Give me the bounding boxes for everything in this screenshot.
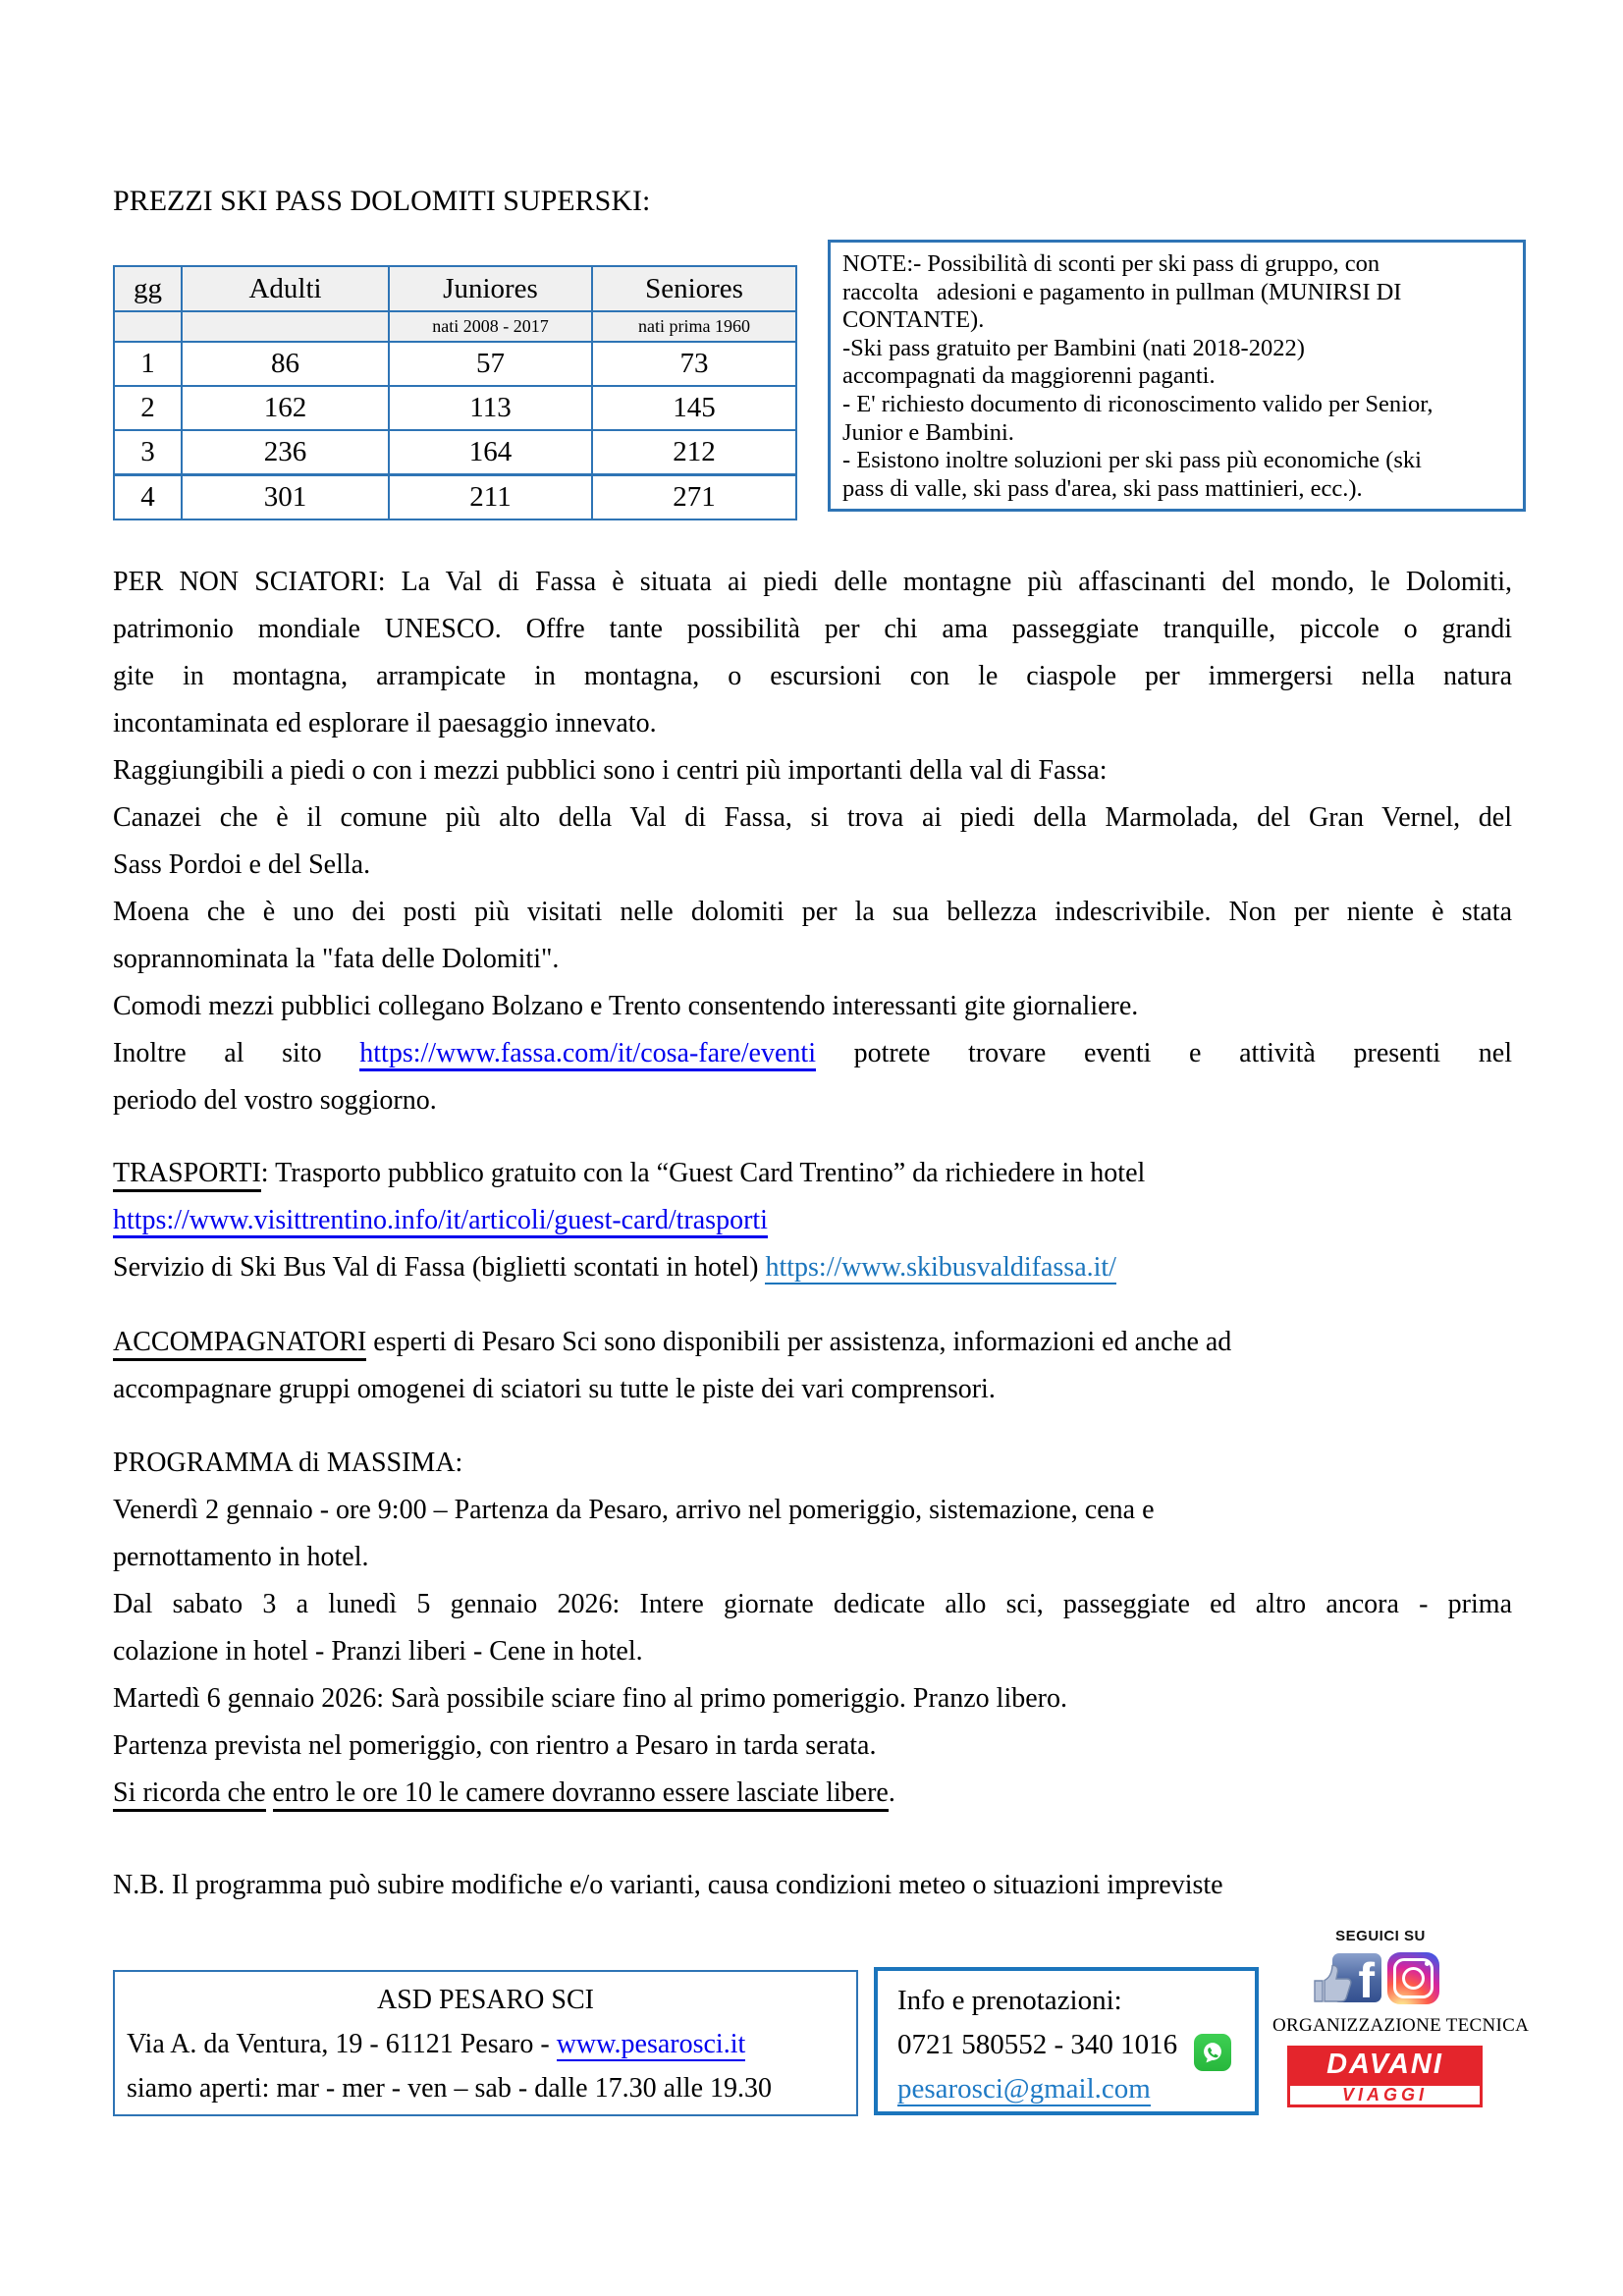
text-line	[113, 1319, 1512, 1366]
cell-seniores: 212	[592, 430, 796, 475]
table-row	[114, 386, 796, 430]
text-line: accompagnare gruppi omogenei di sciatori su tutte le piste dei vari comprensori.	[113, 1374, 996, 1404]
column-header-seniores: Seniores	[592, 266, 796, 311]
text-line: Venerdì 2 gennaio - ore 9:00 – Partenza da Pesaro, arrivo nel pomeriggio, sistemazione, cena e	[113, 1495, 1155, 1525]
text-line	[113, 1770, 1512, 1817]
note-line: NOTE:- Possibilità di sconti per ski pass di gruppo, con	[842, 250, 1380, 277]
text: esperti di Pesaro Sci sono disponibili per assistenza, informazioni ed anche ad	[366, 1327, 1232, 1357]
subheader-seniores-years: nati prima 1960	[592, 311, 796, 342]
asd-hours-line: siamo aperti: mar - mer - ven – sab - dalle 17.30 alle 19.30	[127, 2073, 773, 2104]
paragraph-comodi	[113, 983, 1512, 1030]
text	[266, 1777, 273, 1808]
cell-adulti: 162	[182, 386, 389, 430]
instagram-flash-dot	[1425, 1961, 1430, 1966]
text-line: incontaminata ed esplorare il paesaggio innevato.	[113, 708, 657, 738]
thumbs-up-icon	[1313, 1964, 1354, 2003]
paragraph-venerdi	[113, 1487, 1512, 1581]
paragraph-non-sciatori	[113, 559, 1512, 747]
paragraph-canazei	[113, 794, 1512, 889]
note-line: - Esistono inoltre soluzioni per ski pass più economiche (ski	[842, 447, 1422, 474]
table-row	[114, 342, 796, 386]
text-line: colazione in hotel - Pranzi liberi - Cene in hotel.	[113, 1636, 643, 1667]
asd-address-line	[115, 2022, 856, 2066]
text: Inoltre al sito	[113, 1038, 360, 1068]
note-box	[828, 240, 1526, 512]
text-line	[113, 1244, 1512, 1291]
cell-gg: 3	[114, 430, 182, 475]
whatsapp-icon[interactable]	[1194, 2034, 1231, 2071]
cell-gg: 4	[114, 475, 182, 520]
table-header-row	[114, 266, 796, 311]
fassa-events-link[interactable]: https://www.fassa.com/it/cosa-fare/eventi	[359, 1038, 816, 1071]
pesarosci-website-link[interactable]: www.pesarosci.it	[556, 2029, 746, 2059]
logo-davani-text: DAVANI	[1287, 2046, 1483, 2083]
text: : Trasporto pubblico gratuito con la “Guest Card Trentino” da richiedere in hotel	[260, 1158, 1146, 1188]
subheader-empty	[114, 311, 182, 342]
text-line	[113, 1030, 1512, 1077]
trasporti-label: TRASPORTI	[113, 1158, 261, 1192]
davani-viaggi-logo	[1287, 2046, 1483, 2107]
cell-gg: 2	[114, 386, 182, 430]
paragraph-sabato	[113, 1581, 1512, 1675]
paragraph-martedi	[113, 1675, 1512, 1722]
info-email-line	[897, 2067, 1255, 2111]
text: Via A. da Ventura, 19 - 61121 Pesaro -	[127, 2029, 557, 2059]
text-line	[113, 1197, 1512, 1244]
cell-juniores: 113	[389, 386, 592, 430]
cell-adulti: 236	[182, 430, 389, 475]
table-subheader-row	[114, 311, 796, 342]
logo-viaggi-text: VIAGGI	[1287, 2083, 1483, 2107]
facebook-f-letter: f	[1358, 1953, 1375, 2002]
text-line: PER NON SCIATORI: La Val di Fassa è situata ai piedi delle montagne più affascinanti del mondo, le Dolomiti,	[113, 567, 1512, 597]
instagram-lens	[1402, 1967, 1425, 1990]
note-line: raccolta adesioni e pagamento in pullman (MUNIRSI DI	[842, 278, 1402, 305]
cell-seniores: 145	[592, 386, 796, 430]
cell-adulti: 301	[182, 475, 389, 520]
facebook-like-icon[interactable]	[1313, 1953, 1381, 2005]
asd-title: ASD PESARO SCI	[377, 1985, 594, 2015]
text-line: soprannominata la "fata delle Dolomiti".	[113, 944, 560, 974]
text-line: Partenza prevista nel pomeriggio, con rientro a Pesaro in tarda serata.	[113, 1730, 877, 1761]
cell-gg: 1	[114, 342, 182, 386]
seguici-su-label: SEGUICI SU	[1335, 1928, 1426, 1944]
page-title: PREZZI SKI PASS DOLOMITI SUPERSKI:	[113, 185, 651, 217]
text-line: patrimonio mondiale UNESCO. Offre tante possibilità per chi ama passeggiate tranquille, piccole o grandi	[113, 614, 1512, 644]
cell-adulti: 86	[182, 342, 389, 386]
column-header-gg: gg	[114, 266, 182, 311]
underlined-text: entro le ore 10 le camere dovranno essere lasciate libere	[273, 1777, 889, 1812]
column-header-juniores: Juniores	[389, 266, 592, 311]
text: Servizio di Ski Bus Val di Fassa (biglietti scontati in hotel)	[113, 1252, 766, 1283]
text-line: Moena che è uno dei posti più visitati nelle dolomiti per la sua bellezza indescrivibile. Non per niente è stata	[113, 897, 1512, 927]
asd-pesaro-sci-box	[113, 1970, 858, 2116]
paragraph-si-ricorda	[113, 1770, 1512, 1817]
text-line: Raggiungibili a piedi o con i mezzi pubblici sono i centri più importanti della val di Fassa:	[113, 755, 1108, 786]
info-heading: Info e prenotazioni:	[897, 1985, 1122, 2016]
text-line: Dal sabato 3 a lunedì 5 gennaio 2026: Intere giornate dedicate allo sci, passeggiate ed altro ancora - prima	[113, 1589, 1512, 1619]
note-line: - E' richiesto documento di riconoscimento valido per Senior,	[842, 390, 1434, 417]
paragraph-partenza	[113, 1722, 1512, 1770]
subheader-juniores-years: nati 2008 - 2017	[389, 311, 592, 342]
section-trasporti	[113, 1150, 1512, 1291]
note-line: Junior e Bambini.	[842, 418, 1014, 446]
table-row	[114, 475, 796, 520]
text-line: PROGRAMMA di MASSIMA:	[113, 1448, 463, 1478]
paragraph-moena	[113, 889, 1512, 983]
cell-juniores: 164	[389, 430, 592, 475]
text: .	[888, 1777, 895, 1808]
text-line	[113, 1150, 1512, 1197]
paragraph-raggiungibili	[113, 747, 1512, 794]
cell-juniores: 211	[389, 475, 592, 520]
cell-seniores: 271	[592, 475, 796, 520]
ski-pass-price-table	[113, 265, 797, 520]
text-line: gite in montagna, arrampicate in montagna, o escursioni con le ciaspole per immergersi nella natura	[113, 661, 1512, 691]
text-line: Comodi mezzi pubblici collegano Bolzano e Trento consentendo interessanti gite giornaliere.	[113, 991, 1139, 1021]
whatsapp-glyph	[1198, 2038, 1227, 2067]
section-accompagnatori	[113, 1319, 1512, 1413]
note-line: CONTANTE).	[842, 306, 985, 334]
cell-seniores: 73	[592, 342, 796, 386]
note-line: -Ski pass gratuito per Bambini (nati 2018-2022)	[842, 334, 1305, 361]
subheader-empty	[182, 311, 389, 342]
paragraph-inoltre	[113, 1030, 1512, 1124]
text-line: Sass Pordoi e del Sella.	[113, 849, 371, 880]
accompagnatori-label: ACCOMPAGNATORI	[113, 1327, 366, 1361]
email-link[interactable]: pesarosci@gmail.com	[897, 2073, 1151, 2105]
paragraph-nb	[113, 1862, 1512, 1909]
cell-juniores: 57	[389, 342, 592, 386]
note-line: accompagnati da maggiorenni paganti.	[842, 362, 1216, 390]
text-line: pernottamento in hotel.	[113, 1542, 369, 1572]
text-line: periodo del vostro soggiorno.	[113, 1085, 437, 1116]
info-phone: 0721 580552 - 340 1016	[897, 2029, 1178, 2060]
note-line: pass di valle, ski pass d'area, ski pass mattinieri, ecc.).	[842, 474, 1363, 502]
visittrentino-link[interactable]: https://www.visittrentino.info/it/articoli/guest-card/trasporti	[113, 1205, 768, 1238]
instagram-icon[interactable]	[1387, 1952, 1439, 2004]
column-header-adulti: Adulti	[182, 266, 389, 311]
organizzazione-tecnica-label: ORGANIZZAZIONE TECNICA	[1272, 2015, 1530, 2036]
underlined-text: Si ricorda che	[113, 1777, 266, 1812]
table-row	[114, 430, 796, 475]
text: potrete trovare eventi e attività presenti nel	[815, 1038, 1513, 1068]
text-line: N.B. Il programma può subire modifiche e/o varianti, causa condizioni meteo o situazioni impreviste	[113, 1870, 1223, 1900]
text-line: Martedì 6 gennaio 2026: Sarà possibile sciare fino al primo pomeriggio. Pranzo libero.	[113, 1683, 1067, 1714]
programma-heading	[113, 1440, 1512, 1487]
text-line: Canazei che è il comune più alto della Val di Fassa, si trova ai piedi della Marmolada, del Gran Vernel, del	[113, 802, 1512, 833]
skibus-link[interactable]: https://www.skibusvaldifassa.it/	[765, 1252, 1116, 1283]
